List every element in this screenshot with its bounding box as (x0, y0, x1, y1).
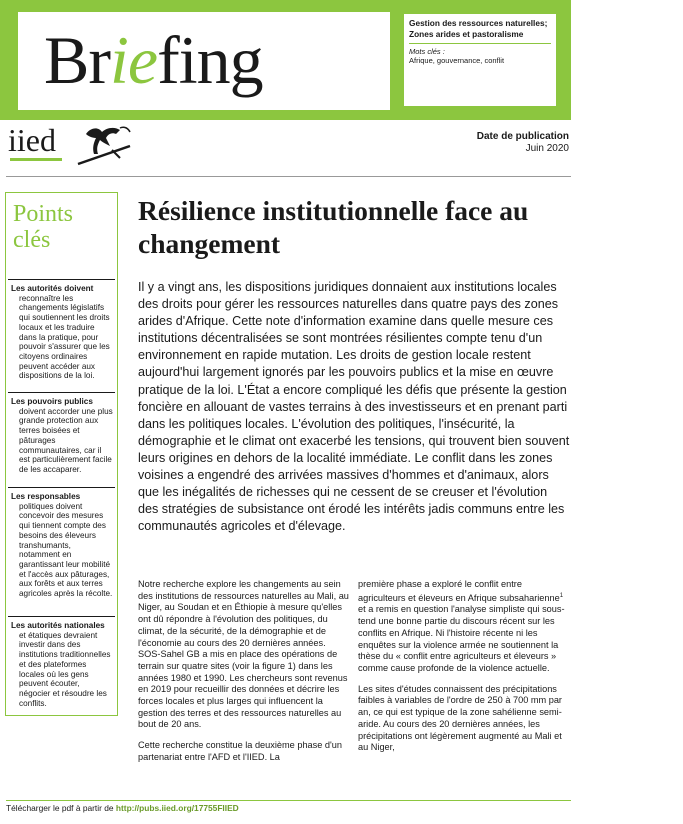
body-paragraph: Cette recherche constitue la deuxième phase d'un partenariat entre l'AFD et l'IIED. La (138, 740, 343, 762)
brand-box (18, 12, 390, 110)
publication-date-label: Date de publication (476, 131, 569, 142)
key-points-title: Points clés (13, 201, 74, 253)
article-intro: Il y a vingt ans, les dispositions juridiques donnaient aux institutions locales des droits pour gérer les ressources naturelles dans quatre pays des zones arides d'Afrique. Cette note d'information examine dans quelle mesure ces institutions décentralisées se sont montrées résilientes compte tenu d'un environnement en rapide mutation. Les droits de gestion locale restent aujourd'hui largement ignorés par les pouvoirs publics et la mise en œuvre pratique de la loi. L'État a encore compliqué les défis que présente la gestion foncière en allouant de vastes terrains à des investisseurs et en prenant parti dans les politiques locales. L'évolution des politiques, l'insécurité, la démographie et le climat ont exacerbé les tensions, qui trouvent bien souvent leurs origines en dehors de la localité immédiate. Le conflit dans les zones voisines a engendré des arrivées massives d'hommes et d'animaux, alors que les inégalités de richesses qui ne cessent de se creuser et l'évolution des stratégies de subsistance ont érodé les intérêts jadis communs entre les communautés agricoles et d'élevage. (138, 280, 570, 534)
iied-logo: iied (8, 122, 56, 158)
publication-date-value: Juin 2020 (525, 143, 569, 154)
body-paragraph: Les sites d'études connaissent des précipitations faibles à variables de l'ordre de 250 à 700 mm par an, ce qui est typique de la zone sahélienne semi-aride. Au cours des 20 dernières années, les précipitations ont légèrement augmenté au Mali et au Niger, (358, 683, 562, 753)
key-point-body: politiques doivent concevoir des mesures qui tiennent compte des besoins des éleveurs transhumants, notamment en garantissant leur mobilité et l'accès aux pâturages, aux forêts et aux terres agricoles après la récolte. (19, 501, 113, 599)
footnote-marker: 1 (559, 592, 564, 599)
key-point (8, 616, 115, 713)
publication-date (477, 131, 569, 155)
topics: Gestion des ressources naturelles; Zones arides et pastoralisme (409, 18, 548, 39)
footer (6, 803, 239, 814)
key-point-heading: Les autorités doivent (11, 284, 94, 293)
download-link[interactable]: http://pubs.iied.org/17755FIIED (115, 803, 239, 813)
key-point (8, 392, 115, 487)
iied-logo-underline (10, 158, 62, 161)
key-point-heading: Les autorités nationales (11, 621, 105, 630)
article-title: Résilience institutionnelle face au changement (138, 195, 529, 259)
body-column-2 (358, 579, 570, 763)
key-point-body: et étatiques devraient investir dans des institutions traditionnelles et des plateformes locales où les gens peuvent écouter, négocier et résoudre les conflits. (19, 630, 111, 708)
key-points-sidebar (5, 192, 118, 716)
topics-divider (409, 43, 551, 44)
header-divider (6, 176, 571, 177)
keywords: Afrique, gouvernance, conflit (409, 56, 505, 65)
header-band (0, 0, 571, 120)
key-point-body: doivent accorder une plus grande protection aux terres boisées et pâturages communautaires, car il est particulièrement facile de les accaparer. (19, 406, 113, 474)
key-point-heading: Les responsables (11, 492, 81, 501)
sos-sahel-bird-icon (76, 124, 134, 168)
body-paragraph: Notre recherche explore les changements au sein des institutions de ressources naturelles au Mali, au Niger, au Soudan et en Éthiopie à mesure qu'elles ont dû répondre à l'évolution des politiques, du climat, de la sécurité, de la démographie et de l'économie au cours des 20 dernières années. SOS-Sahel GB a mis en place des opérations de terrain sur quatre sites (voir la figure 1) dans les années 1980 et 1990. Les chercheurs sont revenus en 2019 pour recueillir des données et décrire les forces locales et plus larges qui influencent la gestion des terres et des ressources naturelles au bout de 20 ans. (138, 579, 349, 730)
footer-divider (6, 800, 571, 801)
key-point-body: reconnaître les changements législatifs qui soutiennent les droits locaux et les traduire dans la pratique, pour pouvoir s'assurer que les citoyens ordinaires peuvent accéder aux dispositions de la loi. (19, 293, 110, 381)
key-point (8, 279, 115, 392)
key-point (8, 487, 115, 616)
body-paragraph: première phase a exploré le conflit entre agriculteurs et éleveurs en Afrique subsaharienne$^1$ et a remis en question l'analyse simpliste qui sous-tend une bonne partie du discours récent sur les conflits en Afrique. Ni l'histoire récente ni les enquêtes sur la violence armée ne soutiennent la thèse du « conflit entre agriculteurs et éleveurs » comme cause profonde de la violence actuelle. (358, 579, 565, 673)
footer-text: Télécharger le pdf à partir de (6, 803, 116, 813)
keywords-label: Mots clés : (409, 47, 445, 56)
key-point-heading: Les pouvoirs publics (11, 397, 93, 406)
body-column-1 (138, 579, 350, 773)
brand-title: Briefing (44, 22, 263, 98)
topics-box (404, 14, 556, 106)
